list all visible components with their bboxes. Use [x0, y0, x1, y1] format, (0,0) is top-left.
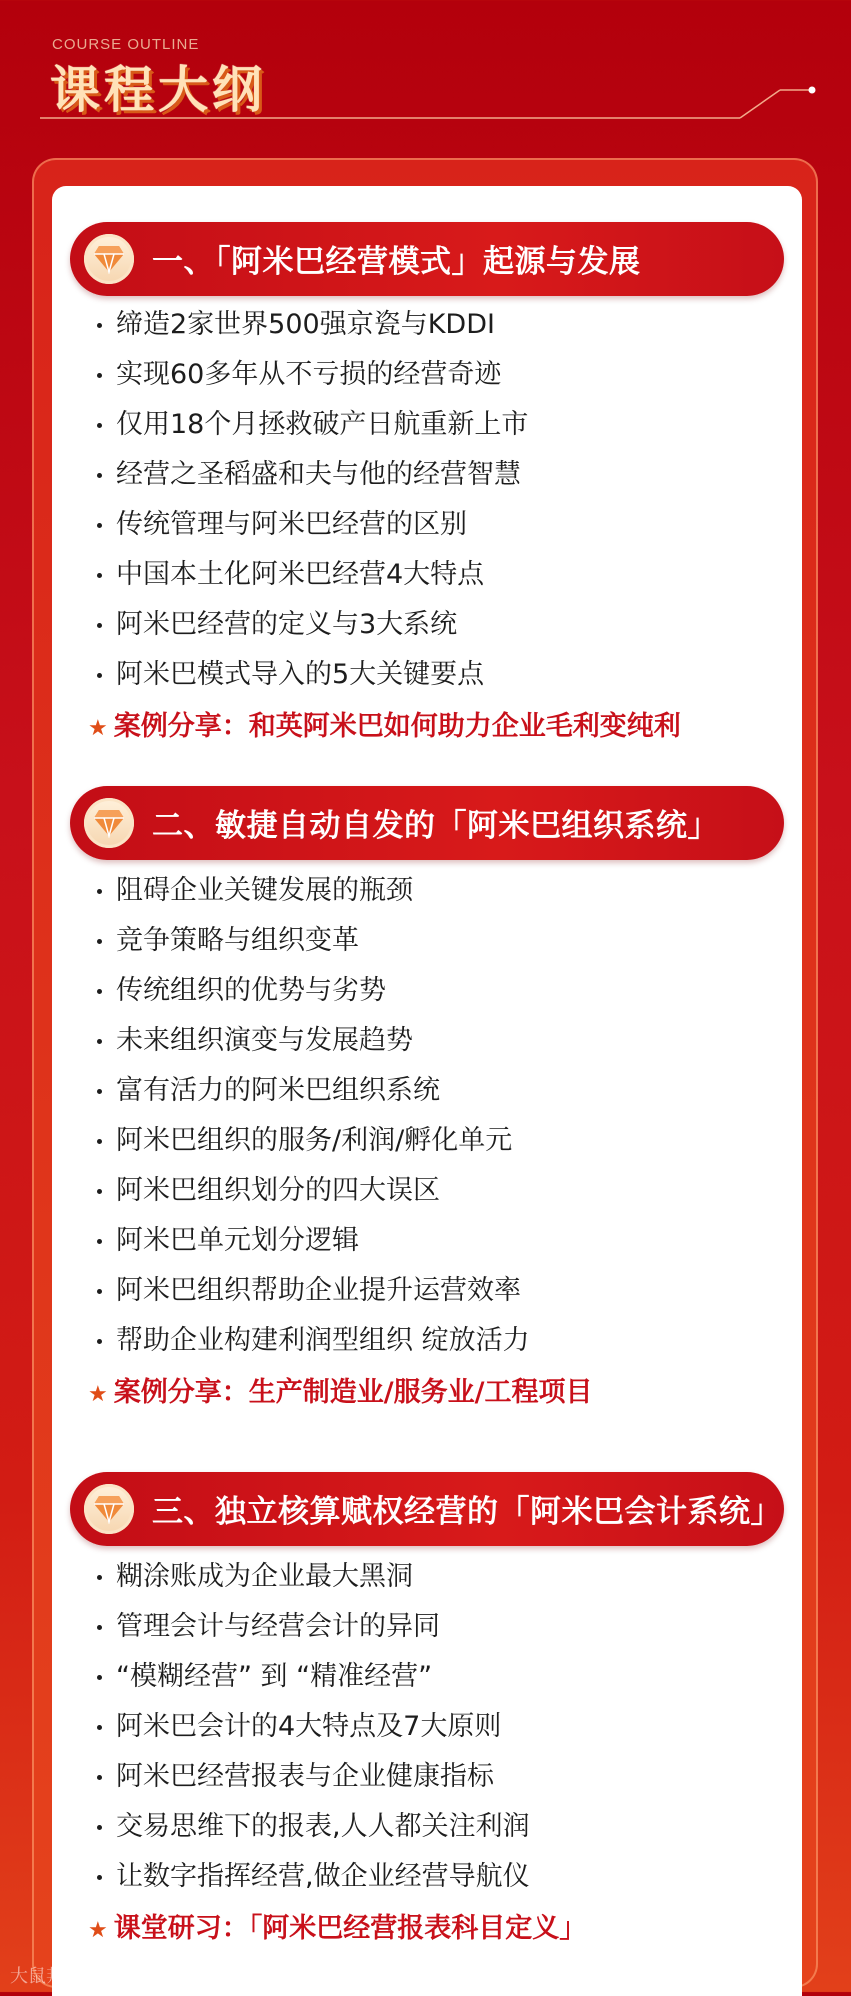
- section-title: 一、「阿米巴经营模式」起源与发展: [152, 244, 641, 280]
- list-item: “模糊经营” 到 “精准经营”: [52, 1652, 802, 1702]
- star-icon: ★: [88, 1918, 108, 1943]
- decorative-line: [40, 80, 820, 120]
- header-english-label: COURSE OUTLINE: [52, 36, 200, 53]
- section-2: [52, 786, 802, 1420]
- list-item: 交易思维下的报表,人人都关注利润: [52, 1802, 802, 1852]
- section-item-list: [52, 1552, 802, 1902]
- section-1: [52, 222, 802, 754]
- list-item: 富有活力的阿米巴组织系统: [52, 1066, 802, 1116]
- list-item: 阿米巴组织划分的四大误区: [52, 1166, 802, 1216]
- list-item: 缔造2家世界500强京瓷与KDDI: [52, 300, 802, 350]
- list-item: 阿米巴经营的定义与3大系统: [52, 600, 802, 650]
- diamond-badge-icon: [84, 798, 134, 848]
- diamond-badge-icon: [84, 1484, 134, 1534]
- star-icon: ★: [88, 716, 108, 741]
- list-item: 经营之圣稻盛和夫与他的经营智慧: [52, 450, 802, 500]
- section-3: [52, 1472, 802, 1956]
- list-item: 未来组织演变与发展趋势: [52, 1016, 802, 1066]
- section-item-list: [52, 300, 802, 700]
- watermark: 大鼠邦渊: [10, 1966, 82, 1987]
- case-highlight: [52, 700, 802, 754]
- section-item-list: [52, 866, 802, 1366]
- section-header: [70, 1472, 784, 1546]
- case-highlight-text: 课堂研习：「阿米巴经营报表科目定义」: [113, 1913, 587, 1944]
- diamond-badge-icon: [84, 234, 134, 284]
- list-item: 阿米巴单元划分逻辑: [52, 1216, 802, 1266]
- case-highlight: [52, 1366, 802, 1420]
- section-title: 三、独立核算赋权经营的「阿米巴会计系统」: [152, 1494, 782, 1530]
- list-item: 阿米巴组织的服务/利润/孵化单元: [52, 1116, 802, 1166]
- section-title: 二、敏捷自动自发的「阿米巴组织系统」: [152, 808, 719, 844]
- list-item: 阻碍企业关键发展的瓶颈: [52, 866, 802, 916]
- list-item: 传统组织的优势与劣势: [52, 966, 802, 1016]
- section-header: [70, 786, 784, 860]
- case-highlight-text: 案例分享：生产制造业/服务业/工程项目: [113, 1377, 593, 1408]
- list-item: 中国本土化阿米巴经营4大特点: [52, 550, 802, 600]
- list-item: 阿米巴模式导入的5大关键要点: [52, 650, 802, 700]
- list-item: 管理会计与经营会计的异同: [52, 1602, 802, 1652]
- outline-panel: [52, 186, 802, 1996]
- section-header: [70, 222, 784, 296]
- page-header: [0, 0, 851, 140]
- case-highlight-text: 案例分享：和英阿米巴如何助力企业毛利变纯利: [113, 711, 681, 742]
- list-item: 帮助企业构建利润型组织 绽放活力: [52, 1316, 802, 1366]
- list-item: 仅用18个月拯救破产日航重新上市: [52, 400, 802, 450]
- star-icon: ★: [88, 1382, 108, 1407]
- list-item: 让数字指挥经营,做企业经营导航仪: [52, 1852, 802, 1902]
- list-item: 阿米巴会计的4大特点及7大原则: [52, 1702, 802, 1752]
- case-highlight: [52, 1902, 802, 1956]
- list-item: 实现60多年从不亏损的经营奇迹: [52, 350, 802, 400]
- list-item: 传统管理与阿米巴经营的区别: [52, 500, 802, 550]
- list-item: 阿米巴组织帮助企业提升运营效率: [52, 1266, 802, 1316]
- list-item: 糊涂账成为企业最大黑洞: [52, 1552, 802, 1602]
- list-item: 竞争策略与组织变革: [52, 916, 802, 966]
- page-title: 课程大纲: [50, 61, 266, 119]
- list-item: 阿米巴经营报表与企业健康指标: [52, 1752, 802, 1802]
